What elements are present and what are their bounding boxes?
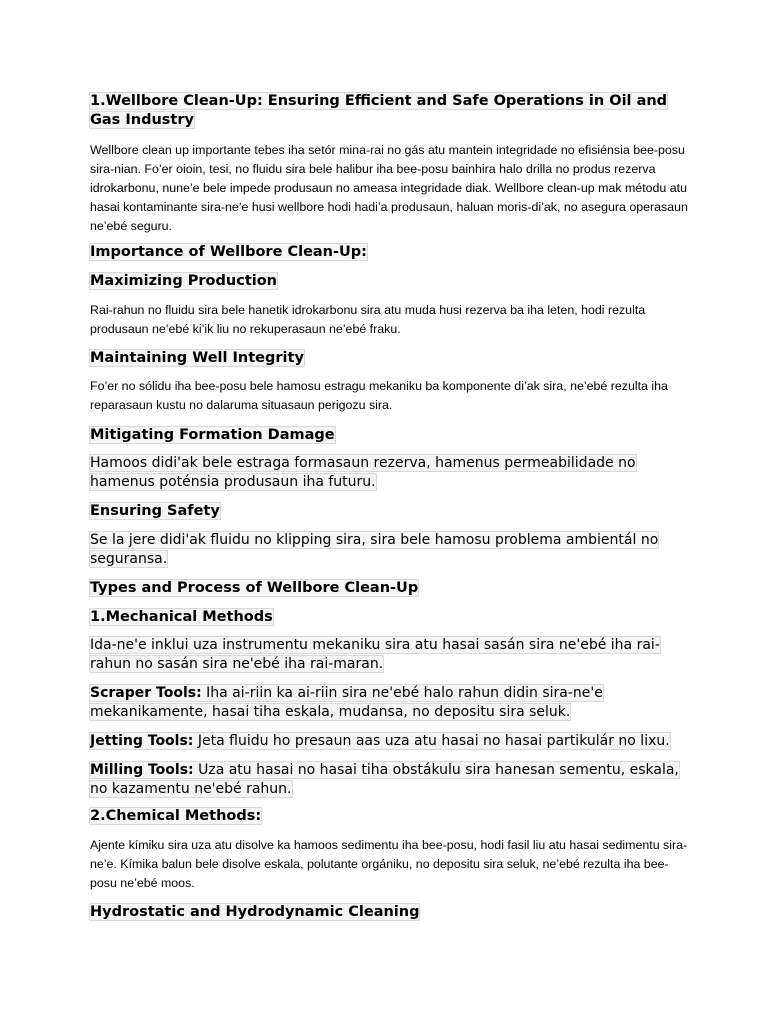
formation-paragraph: Hamoos didi'ak bele estraga formasaun rezerva, hamenus permeabilidade no hamenus poténsia produsaun iha futuru. <box>90 455 636 490</box>
scraper-paragraph <box>90 684 620 722</box>
jetting-label: Jetting Tools: <box>90 733 194 749</box>
types-heading: Types and Process of Wellbore Clean-Up <box>90 580 419 596</box>
scraper-label: Scraper Tools: <box>90 685 202 701</box>
safety-paragraph: Se la jere didi'ak fluidu no klipping sira, sira bele hamosu problema ambientál no seguransa. <box>90 532 659 567</box>
scraper-text: Iha ai-riin ka ai-riin sira ne'ebé halo rahun didin sira-ne'e mekanikamente, hasai tiha eskala, mudansa, no depositu sira seluk. <box>90 685 603 720</box>
milling-label: Milling Tools: <box>90 762 194 778</box>
integrity-paragraph: Fo’er no sólidu iha bee-posu bele hamosu estragu mekaniku ba komponente di’ak sira, ne’ebé rezulta iha reparasaun kustu no dalaruma situasaun perigozu sira. <box>90 379 668 412</box>
intro-paragraph: Wellbore clean up importante tebes iha setór mina-rai no gás atu mantein integridade no efisiénsia bee-posu sira-nian. Fo’er oioin, tesi, no fluidu sira bele halibur iha bee-posu bainhira halo drilla no produs rezerva idrokarbonu, nune’e bele impede produsaun no ameasa integridade diak. Wellbore clean-up mak métodu atu hasai kontaminante sira-ne’e husi wellbore hodi hadi’a produsaun, haluan moris-di’ak, no asegura operasaun ne’ebé seguru. <box>90 143 688 233</box>
jetting-paragraph <box>90 732 690 751</box>
safety-heading: Ensuring Safety <box>90 503 220 519</box>
jetting-text: Jeta fluidu ho presaun aas uza atu hasai no hasai partikulár no lixu. <box>193 733 670 749</box>
chemical-heading: 2.Chemical Methods: <box>90 808 262 824</box>
milling-paragraph <box>90 761 690 799</box>
mechanical-heading: 1.Mechanical Methods <box>90 609 273 625</box>
maximizing-heading: Maximizing Production <box>90 273 277 289</box>
document-title: 1.Wellbore Clean-Up: Ensuring Efficient and Safe Operations in Oil and Gas Industry <box>90 93 668 128</box>
milling-text: Uza atu hasai no hasai tiha obstákulu sira hanesan sementu, eskala, no kazamentu ne'ebé rahun. <box>90 762 679 797</box>
chemical-paragraph: Ajente kímiku sira uza atu disolve ka hamoos sedimentu iha bee-posu, hodi fasil liu atu hasai sedimentu sira-ne’e. Kímika balun bele disolve eskala, polutante orgániku, no depositu sira seluk, ne’ebé rezulta iha bee-posu ne’ebé moos. <box>90 838 688 890</box>
hydro-heading: Hydrostatic and Hydrodynamic Cleaning <box>90 904 420 920</box>
formation-heading: Mitigating Formation Damage <box>90 427 335 443</box>
maximizing-paragraph: Rai-rahun no fluidu sira bele hanetik idrokarbonu sira atu muda husi rezerva ba iha leten, hodi rezulta produsaun ne’ebé ki’ik liu no rekuperasaun ne’ebé fraku. <box>90 303 646 336</box>
importance-heading: Importance of Wellbore Clean-Up: <box>90 244 367 260</box>
integrity-heading: Maintaining Well Integrity <box>90 350 304 366</box>
mechanical-paragraph: Ida-ne'e inklui uza instrumentu mekaniku sira atu hasai sasán sira ne'ebé iha rai-rahun no sasán sira ne'ebé iha rai-maran. <box>90 637 660 672</box>
